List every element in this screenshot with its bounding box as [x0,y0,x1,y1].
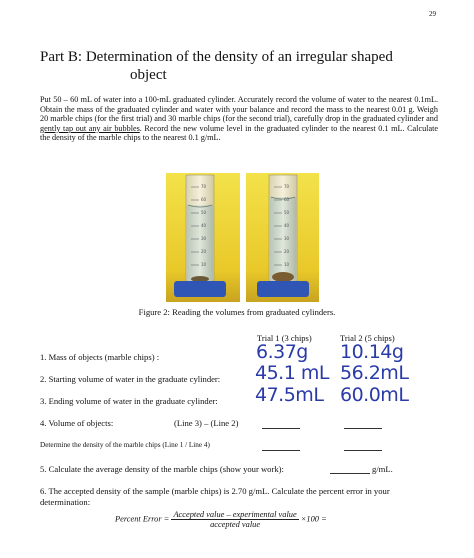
average-density-unit: g/mL. [372,464,393,474]
row-start-volume-label: 2. Starting volume of water in the graduate cylinder: [40,374,221,384]
cyl1-mark: 50 [201,210,207,215]
trial-1-density-blank [262,450,300,451]
cylinders-illustration [166,173,319,302]
trial-2-mass-value: 10.14g [340,341,404,363]
page-number: 29 [429,10,436,18]
formula-lhs: Percent Error = [115,514,170,524]
trial-1-mass-value: 6.37g [256,341,308,363]
graduated-cylinders-photo [166,173,319,302]
instructions-paragraph [40,95,438,143]
trial-1-end-volume-value: 47.5mL [255,384,324,406]
row-volume-objects-formula: (Line 3) – (Line 2) [174,418,239,428]
density-row-label: Determine the density of the marble chips (Line 1 / Line 4) [40,441,210,449]
cyl2-mark: 20 [284,249,290,254]
instructions-part-1: Put 50 – 60 mL of water into a 100-mL graduated cylinder. Accurately record the volume of water to the nearest 0.1mL. Obtain the mass of the graduated cylinder and water with your balance and record the mass to the nearest 0.01 g. Weigh 20 marble chips (for the first trial) and 30 marble chips (for the second trial), carefully drop in the graduated cylinder and [40,95,438,124]
instructions-part-2: . Record the new volume level in the graduated cylinder to the nearest 0.1 mL. Calculate the density of the marble chips to the nearest 0.1 g/mL. [40,123,438,143]
formula-numerator: Accepted value – experimental value [173,510,297,519]
average-density-label: 5. Calculate the average density of the marble chips (show your work): [40,464,284,474]
cyl1-mark: 10 [201,262,207,267]
trial-2-volume-blank [344,428,382,429]
formula-fraction [171,510,298,529]
trial-2-density-blank [344,450,382,451]
cyl2-mark: 10 [284,262,290,267]
cyl2-mark: 50 [284,210,290,215]
trial-1-header: Trial 1 (3 chips) [257,333,312,343]
trial-1-start-volume-value: 45.1 mL [255,362,329,384]
cyl1-mark: 60 [201,197,207,202]
trial-2-start-volume-value: 56.2mL [340,362,409,384]
cyl1-mark: 70 [201,184,207,189]
formula-denominator: accepted value [210,520,261,529]
trial-2-header: Trial 2 (5 chips) [340,333,395,343]
percent-error-formula [115,510,327,529]
cyl1-mark: 40 [201,223,207,228]
accepted-density-question: 6. The accepted density of the sample (marble chips) is 2.70 g/mL. Calculate the percent error in your determination: [40,486,390,507]
cyl1-mark: 30 [201,236,207,241]
page-title [40,48,440,84]
title-line-1: Part B: Determination of the density of an irregular shaped [40,49,393,65]
trial-2-end-volume-value: 60.0mL [340,384,409,406]
row-end-volume-label: 3. Ending volume of water in the graduate cylinder: [40,396,218,406]
cyl2-mark: 70 [284,184,290,189]
title-line-2: object [130,67,167,83]
instructions-underlined: gently tap out any air bubbles [40,123,140,133]
cyl2-mark: 40 [284,223,290,228]
average-density-blank [330,473,370,474]
cyl2-mark: 60 [284,197,290,202]
trial-1-volume-blank [262,428,300,429]
row-volume-objects-label: 4. Volume of objects: [40,418,114,428]
formula-rhs: ×100 = [300,514,327,524]
figure-caption: Figure 2: Reading the volumes from graduated cylinders. [138,307,336,317]
cyl1-mark: 20 [201,249,207,254]
cyl2-mark: 30 [284,236,290,241]
row-mass-label: 1. Mass of objects (marble chips) : [40,352,160,362]
